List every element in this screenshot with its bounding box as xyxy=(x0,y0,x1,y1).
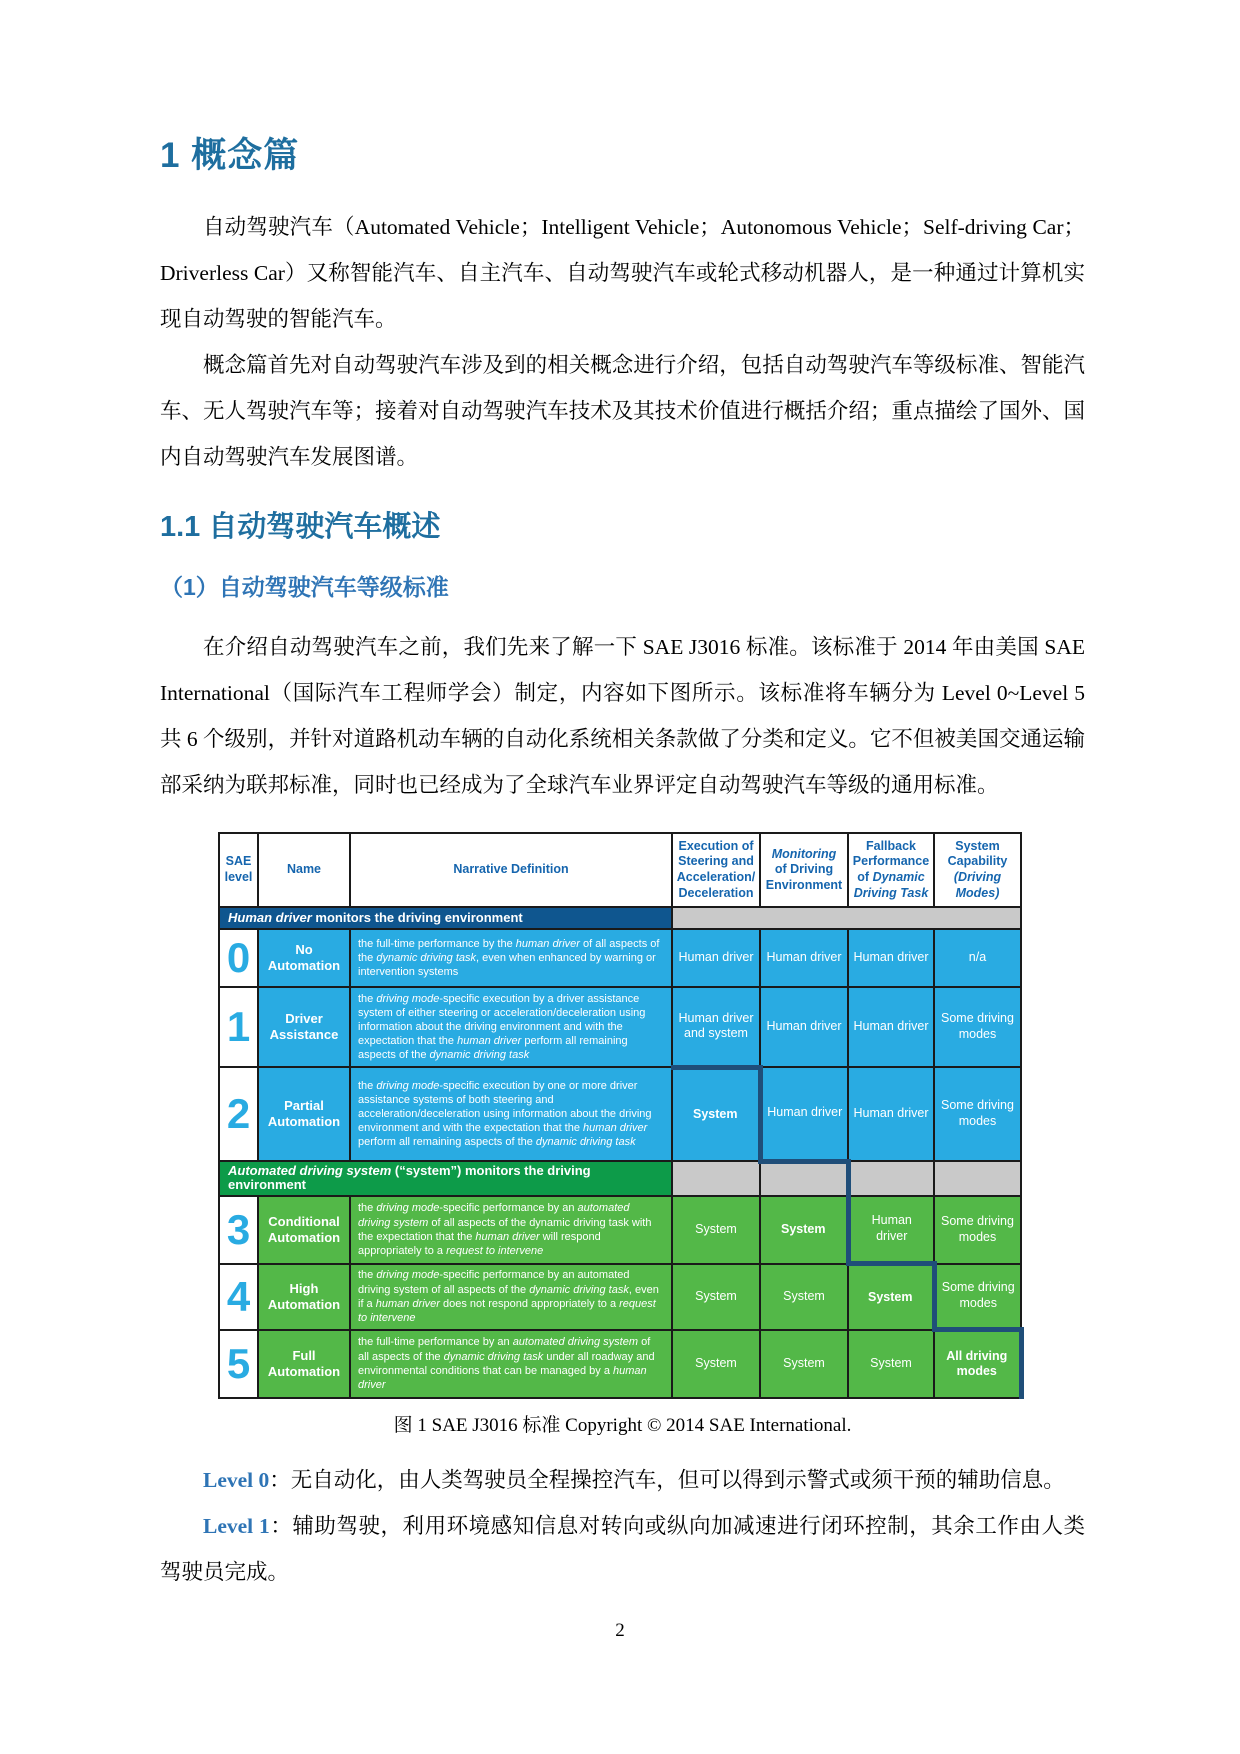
sae-value-cell: Human driver xyxy=(848,1067,934,1161)
sae-level-number: 1 xyxy=(219,987,258,1067)
sae-value-cell: System xyxy=(848,1264,934,1330)
sae-value-cell: Some driving modes xyxy=(934,1196,1021,1264)
sae-section-spacer xyxy=(848,1161,934,1196)
sae-level-number: 3 xyxy=(219,1196,258,1264)
sae-header-cell: SAE level xyxy=(219,833,258,907)
sae-section-spacer xyxy=(672,1161,760,1196)
figure-sae-levels xyxy=(218,832,1085,1399)
sae-level-row xyxy=(219,929,1021,987)
sae-value-cell: Human driver xyxy=(760,1067,848,1161)
sae-level-row xyxy=(219,987,1021,1067)
sae-value-cell: Human driver and system xyxy=(672,987,760,1067)
page-number: 2 xyxy=(615,1620,625,1641)
sae-narrative-definition: the full-time performance by the human driver of all aspects of the dynamic driving task, even when enhanced by warning or intervention systems xyxy=(350,929,672,987)
level0-text: ：无自动化，由人类驾驶员全程操控汽车，但可以得到示警式或须干预的辅助信息。 xyxy=(269,1468,1065,1493)
paragraph-level0 xyxy=(160,1457,1085,1503)
sae-value-cell: System xyxy=(760,1330,848,1398)
sae-level-number: 4 xyxy=(219,1264,258,1330)
heading-item-1: （1）自动驾驶汽车等级标准 xyxy=(160,574,449,600)
sae-level-name: No Automation xyxy=(258,929,350,987)
sae-value-cell: System xyxy=(760,1196,848,1264)
sae-level-row xyxy=(219,1264,1021,1330)
sae-section-row xyxy=(219,907,1021,929)
sae-level-name: High Automation xyxy=(258,1264,350,1330)
sae-level-number: 0 xyxy=(219,929,258,987)
sae-level-number: 5 xyxy=(219,1330,258,1398)
sae-level-name: Conditional Automation xyxy=(258,1196,350,1264)
level0-label: Level 0 xyxy=(203,1468,270,1493)
sae-header-cell: Narrative Definition xyxy=(350,833,672,907)
paragraph-intro: 自动驾驶汽车（Automated Vehicle；Intelligent Vehicle；Autonomous Vehicle；Self-driving Car；Driverless Car）又称智能汽车、自主汽车、自动驾驶汽车或轮式移动机器人，是一种通过计算机实现自动驾驶的智能汽车。 xyxy=(160,215,1085,331)
sae-value-cell: Human driver xyxy=(672,929,760,987)
sae-section-row xyxy=(219,1161,1021,1196)
sae-narrative-definition: the driving mode-specific performance by an automated driving system of all aspects of the dynamic driving task with the expectation that the human driver will respond appropriately to a request to intervene xyxy=(350,1196,672,1264)
paragraph-level1 xyxy=(160,1503,1085,1595)
sae-value-cell: Some driving modes xyxy=(934,987,1021,1067)
heading-chapter: 1 概念篇 xyxy=(160,136,300,175)
sae-value-cell: Human driver xyxy=(760,987,848,1067)
sae-header-cell: Execution of Steering and Acceleration/ Deceleration xyxy=(672,833,760,907)
sae-value-cell: Human driver xyxy=(848,987,934,1067)
sae-header-cell: Monitoring of Driving Environment xyxy=(760,833,848,907)
sae-table-head xyxy=(219,833,1021,907)
sae-section-label: Automated driving system (“system”) monitors the driving environment xyxy=(219,1161,672,1196)
sae-value-cell: System xyxy=(672,1330,760,1398)
sae-level-row xyxy=(219,1196,1021,1264)
sae-level-name: Full Automation xyxy=(258,1330,350,1398)
sae-value-cell: Some driving modes xyxy=(934,1067,1021,1161)
sae-level-name: Driver Assistance xyxy=(258,987,350,1067)
level1-label: Level 1 xyxy=(203,1514,270,1539)
sae-value-cell: Human driver xyxy=(760,929,848,987)
sae-narrative-definition: the driving mode-specific performance by an automated driving system of all aspects of the dynamic driving task, even if a human driver does not respond appropriately to a request to intervene xyxy=(350,1264,672,1330)
sae-header-cell: Fallback Performance of Dynamic Driving Task xyxy=(848,833,934,907)
sae-value-cell: System xyxy=(672,1196,760,1264)
level1-text: ：辅助驾驶，利用环境感知信息对转向或纵向加减速进行闭环控制，其余工作由人类驾驶员完成。 xyxy=(160,1514,1085,1585)
sae-value-cell: Human driver xyxy=(848,1196,934,1264)
sae-value-cell: Some driving modes xyxy=(934,1264,1021,1330)
sae-section-spacer xyxy=(672,907,1021,929)
sae-level-row xyxy=(219,1330,1021,1398)
sae-narrative-definition: the driving mode-specific execution by one or more driver assistance systems of both steering and acceleration/deceleration using information about the driving environment and with the expectation that the human driver perform all remaining aspects of the dynamic driving task xyxy=(350,1067,672,1161)
sae-header-cell: System Capability (Driving Modes) xyxy=(934,833,1021,907)
sae-section-label: Human driver monitors the driving environment xyxy=(219,907,672,929)
sae-section-spacer xyxy=(934,1161,1021,1196)
sae-value-cell: System xyxy=(672,1067,760,1161)
sae-header-cell: Name xyxy=(258,833,350,907)
figure-caption: 图 1 SAE J3016 标准 Copyright © 2014 SAE International. xyxy=(393,1414,852,1436)
heading-section-1-1: 1.1 自动驾驶汽车概述 xyxy=(160,511,441,543)
sae-narrative-definition: the full-time performance by an automated driving system of all aspects of the dynamic driving task under all roadway and environmental conditions that can be managed by a human driver xyxy=(350,1330,672,1398)
sae-value-cell: n/a xyxy=(934,929,1021,987)
sae-level-number: 2 xyxy=(219,1067,258,1161)
sae-level-row xyxy=(219,1067,1021,1161)
sae-narrative-definition: the driving mode-specific execution by a driver assistance system of either steering or acceleration/deceleration using information about the driving environment and with the expectation that the human driver perform all remaining aspects of the dynamic driving task xyxy=(350,987,672,1067)
sae-value-cell: All driving modes xyxy=(934,1330,1021,1398)
paragraph-sae-standard: 在介绍自动驾驶汽车之前，我们先来了解一下 SAE J3016 标准。该标准于 2014 年由美国 SAE International（国际汽车工程师学会）制定，内容如下图所示。该标准将车辆分为 Level 0~Level 5 共 6 个级别，并针对道路机动车辆的自动化系统相关条款做了分类和定义。它不但被美国交通运输部采纳为联邦标准，同时也已经成为了全球汽车业界评定自动驾驶汽车等级的通用标准。 xyxy=(160,635,1085,797)
paragraph-overview: 概念篇首先对自动驾驶汽车涉及到的相关概念进行介绍，包括自动驾驶汽车等级标准、智能汽车、无人驾驶汽车等；接着对自动驾驶汽车技术及其技术价值进行概括介绍；重点描绘了国外、国内自动驾驶汽车发展图谱。 xyxy=(160,353,1085,469)
sae-level-name: Partial Automation xyxy=(258,1067,350,1161)
sae-value-cell: Human driver xyxy=(848,929,934,987)
sae-value-cell: System xyxy=(672,1264,760,1330)
sae-value-cell: System xyxy=(760,1264,848,1330)
sae-table xyxy=(218,832,1024,1399)
sae-section-spacer xyxy=(760,1161,848,1196)
sae-value-cell: System xyxy=(848,1330,934,1398)
sae-table-body xyxy=(219,907,1021,1398)
